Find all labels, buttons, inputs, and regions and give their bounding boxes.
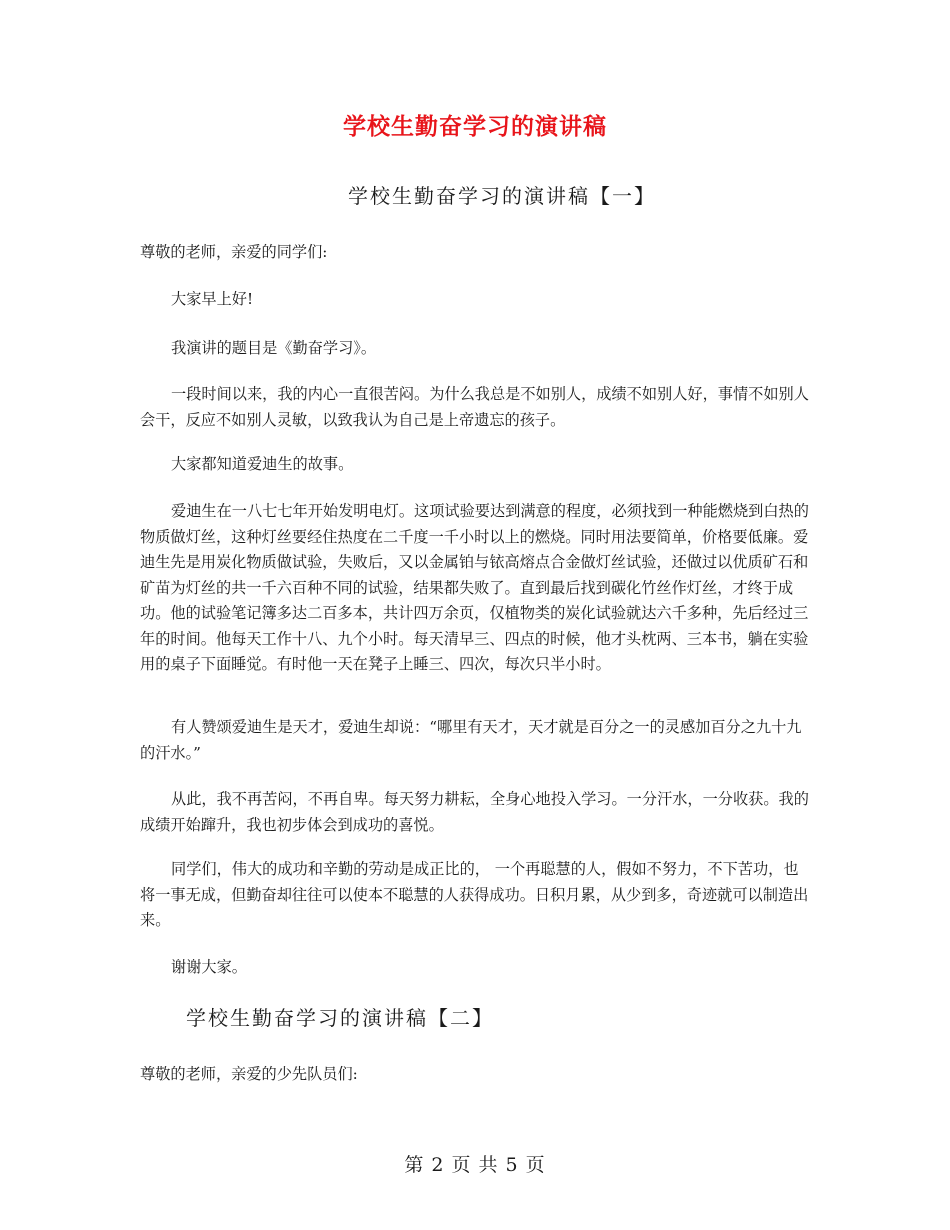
greeting-1: 尊敬的老师，亲爱的同学们: <box>140 243 328 261</box>
paragraph: 从此，我不再苦闷，不再自卑。每天努力耕耘，全身心地投入学习。一分汗水，一分收获。我的成绩开始蹿升，我也初步体会到成功的喜悦。 <box>140 790 809 834</box>
section-title-1: 学校生勤奋学习的演讲稿【一】 <box>348 184 656 208</box>
paragraph: 有人赞颂爱迪生是天才，爱迪生却说：“哪里有天才，天才就是百分之一的灵感加百分之九十九的汗水。” <box>140 718 802 762</box>
section-title-2: 学校生勤奋学习的演讲稿【二】 <box>186 1006 494 1030</box>
greeting-2: 尊敬的老师，亲爱的少先队员们: <box>140 1065 358 1083</box>
paragraph: 同学们，伟大的成功和辛勤的劳动是成正比的， 一个再聪慧的人，假如不努力，不下苦功，也将一事无成，但勤奋却往往可以使本不聪慧的人获得成功。日积月累，从少到多，奇迹就可以制造出来。 <box>140 860 809 929</box>
paragraph: 大家都知道爱迪生的故事。 <box>171 455 354 473</box>
paragraph: 一段时间以来，我的内心一直很苦闷。为什么我总是不如别人，成绩不如别人好，事情不如别人会干，反应不如别人灵敏，以致我认为自己是上帝遗忘的孩子。 <box>140 385 809 429</box>
page-number: 第 2 页 共 5 页 <box>404 1154 546 1176</box>
paragraph: 爱迪生在一八七七年开始发明电灯。这项试验要达到满意的程度，必须找到一种能燃烧到白热的物质做灯丝，这种灯丝要经住热度在二千度一千小时以上的燃烧。同时用法要简单，价格要低廉。爱迪生先是用炭化物质做试验，失败后，又以金属铂与铱高熔点合金做灯丝试验，还做过以优质矿石和矿苗为灯丝的共一千六百种不同的试验，结果都失败了。直到最后找到碳化竹丝作灯丝，才终于成功。他的试验笔记簿多达二百多本，共计四万余页，仅植物类的炭化试验就达六千多种，先后经过三年的时间。他每天工作十八、九个小时。每天清早三、四点的时候，他才头枕两、三本书，躺在实验用的桌子下面睡觉。有时他一天在凳子上睡三、四次，每次只半小时。 <box>140 502 809 673</box>
paragraph: 大家早上好! <box>171 290 254 308</box>
paragraph: 我演讲的题目是《勤奋学习》。 <box>171 339 377 357</box>
document-title: 学校生勤奋学习的演讲稿 <box>343 114 607 140</box>
paragraph: 谢谢大家。 <box>171 958 247 976</box>
